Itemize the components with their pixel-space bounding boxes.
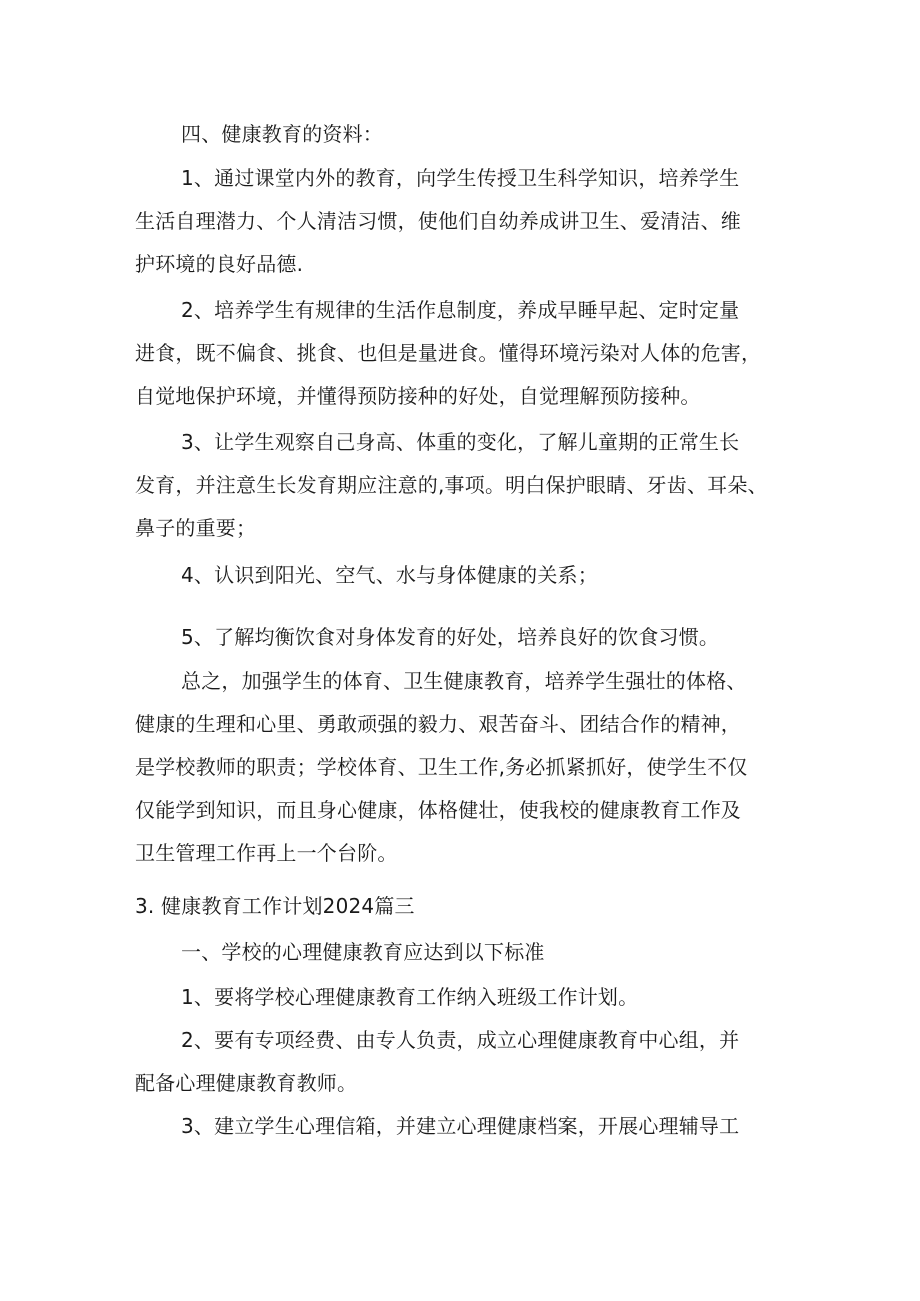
paragraph-line: 总之，加强学生的体育、卫生健康教育，培养学生强壮的体格、 [181,669,747,693]
paragraph-line: 鼻子的重要； [135,516,257,540]
paragraph-line: 自觉地保护环境，并懂得预防接种的好处，自觉理解预防接种。 [135,384,701,408]
paragraph-line: 1、通过课堂内外的教育，向学生传授卫生科学知识，培养学生 [181,166,740,190]
paragraph-line: 卫生管理工作再上一个台阶。 [135,841,398,865]
paragraph-line: 配备心理健康教育教师。 [135,1071,358,1095]
subsection-heading: 一、学校的心理健康教育应达到以下标准 [181,940,545,964]
paragraph-line: 4、认识到阳光、空气、水与身体健康的关系； [181,563,598,587]
paragraph-line: 进食，既不偏食、挑食、也但是量进食。懂得环境污染对人体的危害， [135,341,762,365]
paragraph-line: 护环境的良好品德. [135,252,304,276]
paragraph-line: 仅能学到知识，而且身心健康，体格健壮，使我校的健康教育工作及 [135,798,741,822]
paragraph-line: 3、建立学生心理信箱，并建立心理健康档案，开展心理辅导工 [181,1114,740,1138]
paragraph-line: 2、培养学生有规律的生活作息制度，养成早睡早起、定时定量 [181,298,740,322]
paragraph-line: 健康的生理和心里、勇敢顽强的毅力、艰苦奋斗、团结合作的精神， [135,712,741,736]
section-title: 3. 健康教育工作计划2024篇三 [135,894,415,918]
paragraph-line: 3、让学生观察自己身高、体重的变化，了解儿童期的正常生长 [181,430,740,454]
paragraph-line: 2、要有专项经费、由专人负责，成立心理健康教育中心组，并 [181,1028,740,1052]
paragraph-line: 是学校教师的职责；学校体育、卫生工作,务必抓紧抓好，使学生不仅 [135,755,748,779]
section-heading-4: 四、健康教育的资料： [181,122,383,146]
paragraph-line: 发育，并注意生长发育期应注意的,事项。明白保护眼睛、牙齿、耳朵、 [135,473,768,497]
paragraph-line: 生活自理潜力、个人清洁习惯，使他们自幼养成讲卫生、爱清洁、维 [135,209,741,233]
paragraph-line: 5、了解均衡饮食对身体发育的好处，培养良好的饮食习惯。 [181,625,720,649]
paragraph-line: 1、要将学校心理健康教育工作纳入班级工作计划。 [181,985,639,1009]
